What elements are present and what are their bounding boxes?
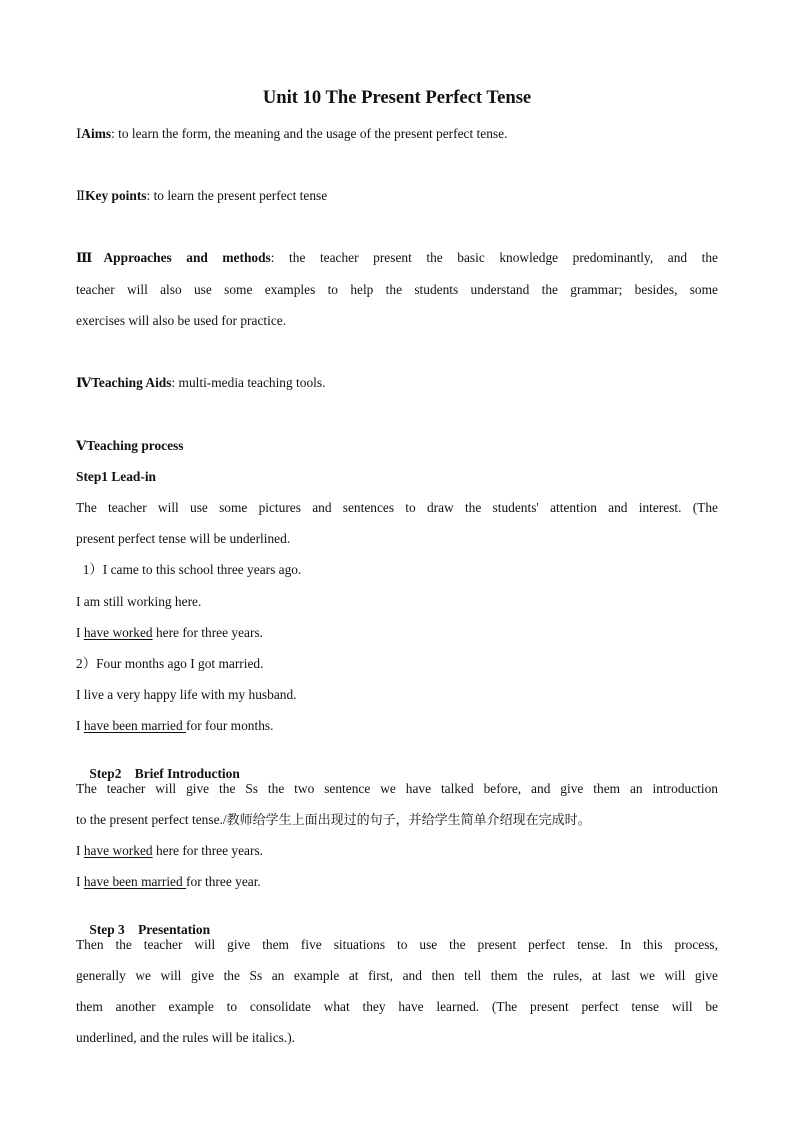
teaching-aids-label: Teaching Aids bbox=[91, 375, 172, 390]
underlined-verb: have worked bbox=[83, 625, 153, 640]
approaches-line-2: teacher will also use some examples to help the students understand the grammar; besides, some bbox=[76, 282, 718, 297]
underlined-verb: have worked bbox=[83, 843, 153, 858]
step1-example2-line3: I have been married for four months. bbox=[76, 718, 274, 733]
step1-example2-line1: 2）Four months ago I got married. bbox=[76, 656, 264, 671]
approaches-text: : the teacher present the basic knowledge predominantly, and the bbox=[270, 250, 718, 265]
aims-label: Aims bbox=[81, 126, 112, 141]
approaches-line-1 bbox=[76, 250, 718, 266]
approaches-numeral: Ⅲ bbox=[76, 250, 104, 265]
step2-line-1: The teacher will give the Ss the two sentence we have talked before, and give them an introduction bbox=[76, 781, 718, 796]
key-points-line bbox=[76, 188, 327, 204]
aims-line bbox=[76, 126, 507, 142]
step3-line-3: them another example to consolidate what they have learned. (The present perfect tense will be bbox=[76, 999, 718, 1014]
step1-example1-line1: 1）I came to this school three years ago. bbox=[76, 562, 302, 577]
step1-example1-line3: I have worked here for three years. bbox=[76, 625, 264, 640]
approaches-label: Approaches and methods bbox=[103, 250, 271, 265]
approaches-line-3: exercises will also be used for practice. bbox=[76, 313, 287, 328]
aims-numeral: Ⅰ bbox=[76, 126, 82, 141]
step1-example2-line2: I live a very happy life with my husband. bbox=[76, 687, 297, 702]
teaching-process-heading: ⅤTeaching process bbox=[76, 438, 184, 453]
step3-line-2: generally we will give the Ss an example at first, and then tell them the rules, at last we will give bbox=[76, 968, 718, 983]
key-points-text: : to learn the present perfect tense bbox=[146, 188, 328, 203]
step3-line-1: Then the teacher will give them five situations to use the present perfect tense. In this process, bbox=[76, 937, 718, 952]
step2-chinese-text: 教师给学生上面出现过的句子，并给学生简单介绍现在完成时。 bbox=[226, 813, 591, 828]
step1-line-1: The teacher will use some pictures and sentences to draw the students' attention and interest. (The bbox=[76, 500, 718, 515]
aims-text: : to learn the form, the meaning and the usage of the present perfect tense. bbox=[111, 126, 508, 141]
key-points-numeral: Ⅱ bbox=[76, 188, 86, 203]
step2-example1: I have worked here for three years. bbox=[76, 843, 264, 858]
step1-heading: Step1 Lead-in bbox=[76, 469, 156, 484]
step3-line-4: underlined, and the rules will be italics.). bbox=[76, 1030, 296, 1045]
step3-heading: Step 3 Presentation bbox=[89, 922, 211, 937]
page-title: Unit 10 The Present Perfect Tense bbox=[262, 87, 532, 108]
step2-heading: Step2 Brief Introduction bbox=[89, 766, 240, 781]
teaching-aids-numeral: Ⅳ bbox=[76, 375, 92, 390]
step1-example1-line2: I am still working here. bbox=[76, 594, 202, 609]
underlined-verb: have been married bbox=[83, 718, 187, 733]
underlined-verb: have been married bbox=[83, 874, 187, 889]
step2-line-2: to the present perfect tense./教师给学生上面出现过的句子，并给学生简单介绍现在完成时。 bbox=[76, 812, 591, 828]
step2-example2: I have been married for three year. bbox=[76, 874, 261, 889]
teaching-aids-text: : multi-media teaching tools. bbox=[171, 375, 326, 390]
key-points-label: Key points bbox=[85, 188, 147, 203]
teaching-aids-line bbox=[76, 375, 325, 391]
step1-line-2: present perfect tense will be underlined. bbox=[76, 531, 291, 546]
